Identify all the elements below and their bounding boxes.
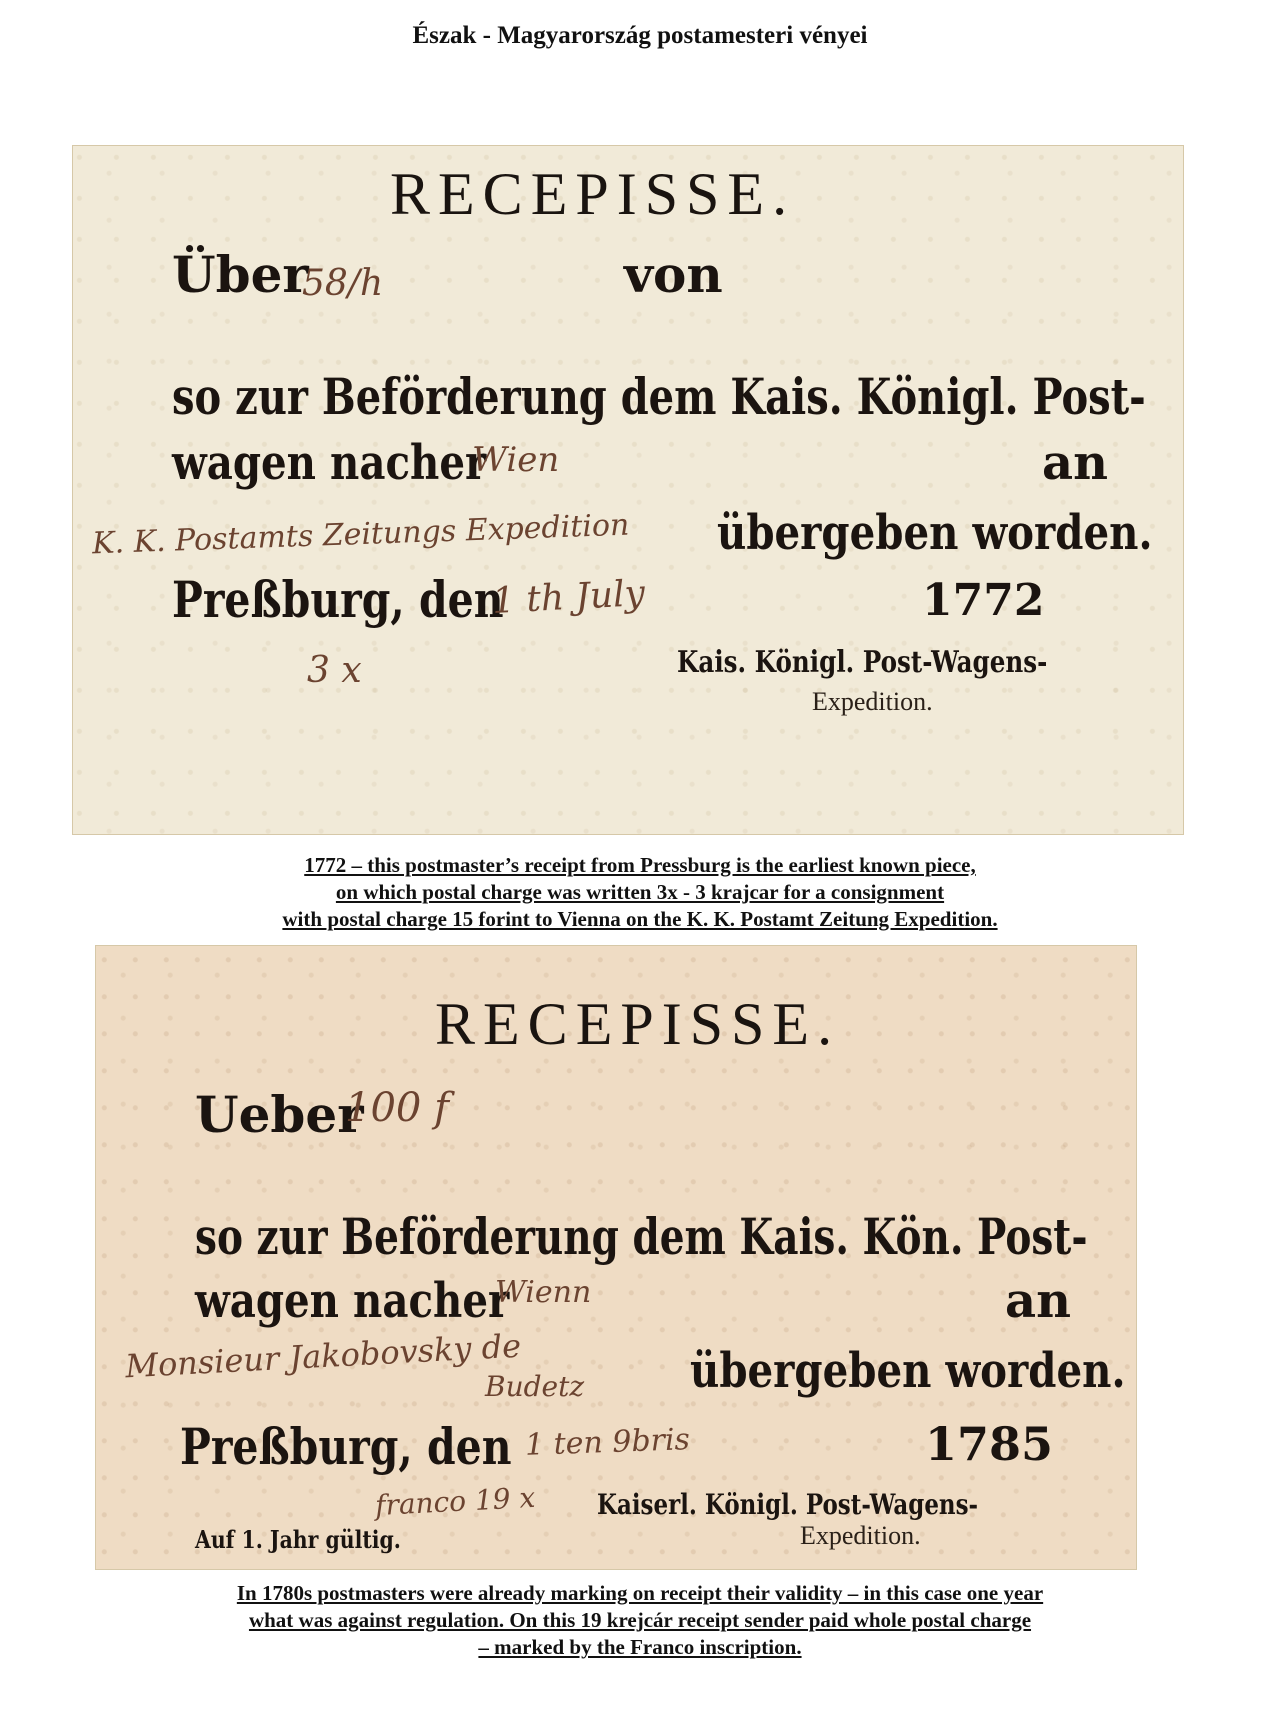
caption-1772	[0, 848, 1280, 937]
year: 1772	[922, 575, 1045, 626]
page-title: Észak - Magyarország postamesteri vényei	[412, 22, 868, 49]
office-label: Kais. Königl. Post-Wagens-	[677, 645, 1048, 680]
caption-line: with postal charge 15 forint to Vienna on the K. K. Postamt Zeitung Expedition.	[282, 907, 998, 931]
caption-line: 1772 – this postmaster’s receipt from Pressburg is the earliest known piece,	[304, 853, 976, 877]
validity-label: Auf 1. Jahr gültig.	[195, 1525, 401, 1554]
wagen-nacher: wagen nacher	[195, 1273, 510, 1329]
conveyance-line: so zur Beförderung dem Kais. Kön. Post-	[195, 1207, 1088, 1266]
caption-line: In 1780s postmasters were already marking on receipt their validity – in this case one year	[236, 1581, 1044, 1605]
charge-handwritten: 3 x	[307, 650, 362, 691]
date-handwritten: 1 ten 9bris	[524, 1422, 691, 1463]
place-date-label: Preßburg, den	[180, 1417, 512, 1476]
destination-handwritten: Wienn	[495, 1275, 592, 1310]
uber-label: Über	[172, 245, 309, 304]
an-label: an	[1005, 1273, 1071, 1329]
franco-handwritten: franco 19 x	[374, 1480, 536, 1523]
office-label: Kaiserl. Königl. Post-Wagens-	[597, 1488, 979, 1521]
receipt-heading: RECEPISSE.	[390, 161, 796, 227]
von-label: von	[624, 245, 723, 304]
receipt-heading: RECEPISSE.	[435, 991, 841, 1057]
wagen-nacher: wagen nacher	[172, 435, 487, 491]
caption-1785	[0, 1580, 1280, 1661]
addressee-handwritten-2: Budetz	[485, 1370, 585, 1403]
place-date-label: Preßburg, den	[172, 570, 504, 629]
destination-handwritten: Wien	[472, 440, 560, 480]
receipt-1772	[72, 145, 1184, 835]
addressee-handwritten: Monsieur Jakobovsky de	[124, 1326, 522, 1386]
expedition-label: Expedition.	[812, 687, 933, 716]
caption-line: what was against regulation. On this 19 krejcár receipt sender paid whole postal charge	[248, 1608, 1032, 1632]
ubergeben-worden: übergeben worden.	[690, 1343, 1126, 1399]
caption-line: – marked by the Franco inscription.	[478, 1635, 802, 1659]
ubergeben-worden: übergeben worden.	[717, 505, 1153, 561]
ueber-label: Ueber	[195, 1085, 364, 1144]
date-handwritten: 1 th July	[491, 573, 646, 622]
amount-handwritten: 58/h	[302, 263, 384, 304]
conveyance-line: so zur Beförderung dem Kais. Königl. Post-	[172, 367, 1146, 426]
addressee-handwritten: K. K. Postamts Zeitungs Expedition	[91, 507, 630, 562]
receipt-1785	[95, 945, 1137, 1570]
an-label: an	[1042, 435, 1108, 491]
expedition-label: Expedition.	[800, 1521, 921, 1550]
year: 1785	[925, 1417, 1054, 1471]
caption-line: on which postal charge was written 3x - 3 krajcar for a consignment	[335, 880, 945, 904]
amount-handwritten: 100 f	[345, 1085, 449, 1131]
